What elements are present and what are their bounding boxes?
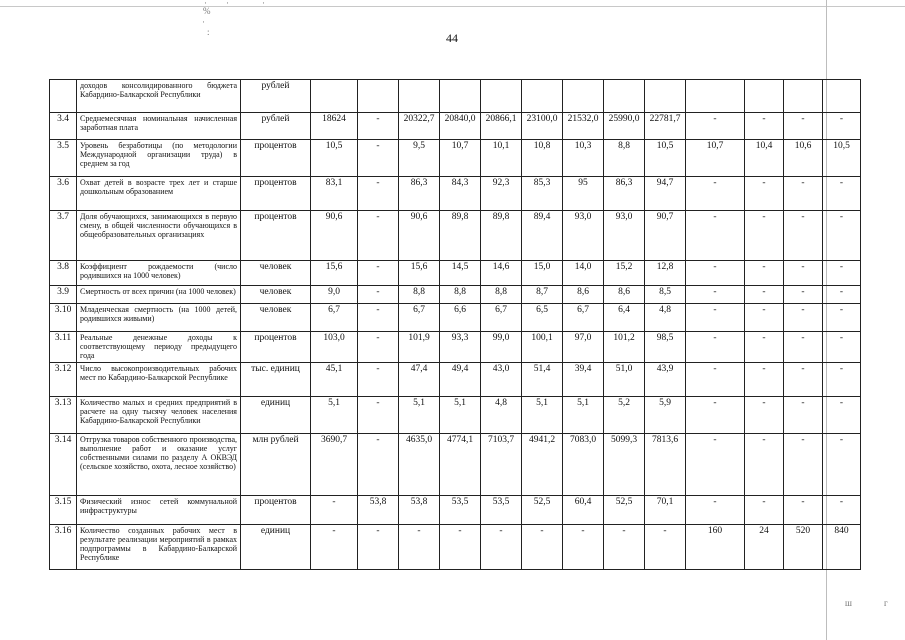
value-cell: 5,1 (522, 397, 563, 434)
table-row (50, 140, 861, 177)
value-cell: - (745, 211, 784, 261)
value-cell (563, 80, 604, 113)
unit-cell: тыс. единиц (241, 363, 311, 397)
value-cell: 103,0 (311, 332, 358, 363)
value-cell: - (784, 177, 823, 211)
value-cell (440, 80, 481, 113)
value-cell: 8,5 (645, 286, 686, 304)
value-cell: - (358, 304, 399, 332)
value-cell: - (686, 363, 745, 397)
value-cell: 52,5 (604, 496, 645, 525)
value-cell: 9,0 (311, 286, 358, 304)
value-cell: 6,6 (440, 304, 481, 332)
row-number: 3.7 (50, 211, 77, 261)
value-cell: - (784, 261, 823, 286)
value-cell: - (784, 211, 823, 261)
value-cell (745, 80, 784, 113)
row-number (50, 80, 77, 113)
value-cell: 101,2 (604, 332, 645, 363)
value-cell: - (823, 113, 861, 140)
value-cell: - (784, 496, 823, 525)
value-cell: - (745, 434, 784, 496)
value-cell: 10,5 (311, 140, 358, 177)
scan-artifact: · (202, 17, 205, 27)
value-cell: 25990,0 (604, 113, 645, 140)
value-cell: 100,1 (522, 332, 563, 363)
value-cell: - (823, 304, 861, 332)
value-cell: - (823, 397, 861, 434)
scan-top-rule (0, 6, 905, 7)
value-cell: - (745, 332, 784, 363)
value-cell: 8,8 (440, 286, 481, 304)
unit-cell: млн рублей (241, 434, 311, 496)
value-cell: - (784, 363, 823, 397)
indicator-description: Физический износ сетей коммунальной инфраструктуры (77, 496, 241, 525)
value-cell: - (784, 332, 823, 363)
value-cell: 10,1 (481, 140, 522, 177)
value-cell: 5,1 (563, 397, 604, 434)
value-cell: 10,3 (563, 140, 604, 177)
value-cell: 5,9 (645, 397, 686, 434)
value-cell: - (311, 525, 358, 570)
value-cell: - (358, 177, 399, 211)
value-cell: - (686, 397, 745, 434)
value-cell: 840 (823, 525, 861, 570)
value-cell: - (358, 261, 399, 286)
row-number: 3.9 (50, 286, 77, 304)
value-cell (823, 80, 861, 113)
indicator-description: Охват детей в возрасте трех лет и старше дошкольным образованием (77, 177, 241, 211)
value-cell: 24 (745, 525, 784, 570)
value-cell: - (784, 304, 823, 332)
value-cell: 89,8 (440, 211, 481, 261)
value-cell: 47,4 (399, 363, 440, 397)
indicator-description: доходов консолидированного бюджета Кабардино-Балкарской Республики (77, 80, 241, 113)
unit-cell: процентов (241, 332, 311, 363)
value-cell: 22781,7 (645, 113, 686, 140)
indicator-description: Отгрузка товаров собственного производства, выполнение работ и оказание услуг собственными силами по разделу А ОКВЭД (сельское хозяйство, охота, лесное хозяйство) (77, 434, 241, 496)
value-cell: 51,4 (522, 363, 563, 397)
value-cell: 10,4 (745, 140, 784, 177)
value-cell: 6,5 (522, 304, 563, 332)
value-cell: 15,6 (311, 261, 358, 286)
value-cell: - (686, 177, 745, 211)
scan-artifact: % (203, 6, 211, 16)
value-cell: 8,7 (522, 286, 563, 304)
value-cell: - (745, 286, 784, 304)
indicator-description: Младенческая смертность (на 1000 детей, родившихся живыми) (77, 304, 241, 332)
scan-artifact: ш (845, 598, 852, 608)
unit-cell: рублей (241, 113, 311, 140)
value-cell: 20840,0 (440, 113, 481, 140)
value-cell: 53,8 (399, 496, 440, 525)
value-cell: - (440, 525, 481, 570)
value-cell: 8,6 (604, 286, 645, 304)
value-cell: 12,8 (645, 261, 686, 286)
row-number: 3.13 (50, 397, 77, 434)
indicator-description: Коэффициент рождаемости (число родившихся на 1000 человек) (77, 261, 241, 286)
value-cell: - (311, 496, 358, 525)
value-cell (784, 80, 823, 113)
table-row (50, 525, 861, 570)
value-cell: 8,8 (604, 140, 645, 177)
value-cell: - (358, 525, 399, 570)
scan-artifact: · (204, 0, 207, 8)
value-cell: - (823, 496, 861, 525)
unit-cell: человек (241, 286, 311, 304)
value-cell: - (784, 434, 823, 496)
value-cell: - (686, 113, 745, 140)
value-cell: 8,8 (481, 286, 522, 304)
value-cell: 95 (563, 177, 604, 211)
table-row (50, 332, 861, 363)
value-cell: 4941,2 (522, 434, 563, 496)
value-cell: - (745, 363, 784, 397)
value-cell: - (784, 397, 823, 434)
table-row (50, 304, 861, 332)
value-cell: 93,3 (440, 332, 481, 363)
value-cell: 160 (686, 525, 745, 570)
row-number: 3.6 (50, 177, 77, 211)
row-number: 3.16 (50, 525, 77, 570)
value-cell: 10,7 (686, 140, 745, 177)
scan-artifact: · (262, 0, 265, 8)
value-cell: - (399, 525, 440, 570)
value-cell: - (604, 525, 645, 570)
value-cell: - (358, 140, 399, 177)
value-cell: 18624 (311, 113, 358, 140)
value-cell: - (358, 332, 399, 363)
value-cell: 6,7 (399, 304, 440, 332)
value-cell: - (358, 211, 399, 261)
value-cell: 70,1 (645, 496, 686, 525)
value-cell: 90,6 (311, 211, 358, 261)
page-number: 44 (446, 31, 458, 45)
indicator-description: Доля обучающихся, занимающихся в первую смену, в общей численности обучающихся в общеобразовательных организациях (77, 211, 241, 261)
value-cell: 8,8 (399, 286, 440, 304)
indicator-description: Среднемесячная номинальная начисленная заработная плата (77, 113, 241, 140)
value-cell: 15,6 (399, 261, 440, 286)
table-row (50, 496, 861, 525)
table-row (50, 434, 861, 496)
value-cell (481, 80, 522, 113)
value-cell: - (745, 113, 784, 140)
value-cell: - (686, 332, 745, 363)
value-cell: 84,3 (440, 177, 481, 211)
value-cell: 53,5 (440, 496, 481, 525)
value-cell: - (745, 496, 784, 525)
value-cell: 23100,0 (522, 113, 563, 140)
value-cell: - (522, 525, 563, 570)
table-row (50, 80, 861, 113)
value-cell: 14,5 (440, 261, 481, 286)
value-cell: 5099,3 (604, 434, 645, 496)
value-cell: 6,4 (604, 304, 645, 332)
indicator-description: Количество созданных рабочих мест в результате реализации мероприятий в рамках подпрограммы в Кабардино-Балкарской Республике (77, 525, 241, 570)
value-cell: - (481, 525, 522, 570)
value-cell: - (745, 261, 784, 286)
unit-cell: процентов (241, 496, 311, 525)
value-cell (686, 80, 745, 113)
value-cell: - (686, 304, 745, 332)
unit-cell: единиц (241, 397, 311, 434)
value-cell: - (823, 332, 861, 363)
value-cell (358, 80, 399, 113)
indicators-table (49, 79, 861, 570)
table-row (50, 261, 861, 286)
value-cell: 14,0 (563, 261, 604, 286)
scan-artifact: · (226, 0, 229, 8)
value-cell: 10,7 (440, 140, 481, 177)
unit-cell: процентов (241, 177, 311, 211)
value-cell: 52,5 (522, 496, 563, 525)
value-cell: - (686, 496, 745, 525)
value-cell: 86,3 (604, 177, 645, 211)
value-cell (522, 80, 563, 113)
value-cell: 6,7 (311, 304, 358, 332)
unit-cell: человек (241, 261, 311, 286)
indicator-description: Реальные денежные доходы к соответствующему периоду предыдущего года (77, 332, 241, 363)
value-cell: 93,0 (604, 211, 645, 261)
value-cell: 51,0 (604, 363, 645, 397)
value-cell: - (686, 261, 745, 286)
value-cell: 5,2 (604, 397, 645, 434)
value-cell: - (358, 286, 399, 304)
table-row (50, 113, 861, 140)
value-cell (399, 80, 440, 113)
value-cell: 4,8 (645, 304, 686, 332)
value-cell: 53,8 (358, 496, 399, 525)
value-cell: - (686, 286, 745, 304)
unit-cell: единиц (241, 525, 311, 570)
row-number: 3.14 (50, 434, 77, 496)
value-cell: 5,1 (399, 397, 440, 434)
value-cell: 60,4 (563, 496, 604, 525)
row-number: 3.5 (50, 140, 77, 177)
scan-artifact: г (884, 598, 888, 608)
value-cell: - (686, 211, 745, 261)
value-cell: 10,6 (784, 140, 823, 177)
value-cell: 90,7 (645, 211, 686, 261)
value-cell: 4,8 (481, 397, 522, 434)
row-number: 3.10 (50, 304, 77, 332)
row-number: 3.11 (50, 332, 77, 363)
value-cell: - (823, 434, 861, 496)
value-cell: - (745, 397, 784, 434)
unit-cell: человек (241, 304, 311, 332)
value-cell: 92,3 (481, 177, 522, 211)
value-cell: - (686, 434, 745, 496)
value-cell: 45,1 (311, 363, 358, 397)
value-cell: - (823, 363, 861, 397)
value-cell: 7813,6 (645, 434, 686, 496)
value-cell: 83,1 (311, 177, 358, 211)
value-cell: 97,0 (563, 332, 604, 363)
value-cell: 6,7 (563, 304, 604, 332)
value-cell: - (358, 113, 399, 140)
table-row (50, 177, 861, 211)
value-cell: 15,0 (522, 261, 563, 286)
table-row (50, 286, 861, 304)
row-number: 3.12 (50, 363, 77, 397)
value-cell: 43,0 (481, 363, 522, 397)
value-cell: - (358, 434, 399, 496)
value-cell: - (563, 525, 604, 570)
value-cell: 99,0 (481, 332, 522, 363)
value-cell: 53,5 (481, 496, 522, 525)
unit-cell: рублей (241, 80, 311, 113)
value-cell: 6,7 (481, 304, 522, 332)
value-cell: - (745, 177, 784, 211)
row-number: 3.8 (50, 261, 77, 286)
value-cell: - (823, 261, 861, 286)
value-cell: - (358, 397, 399, 434)
value-cell: 5,1 (311, 397, 358, 434)
value-cell: 21532,0 (563, 113, 604, 140)
value-cell: 15,2 (604, 261, 645, 286)
value-cell: - (784, 286, 823, 304)
value-cell: - (645, 525, 686, 570)
value-cell (604, 80, 645, 113)
value-cell (645, 80, 686, 113)
indicator-description: Число высокопроизводительных рабочих мест по Кабардино-Балкарской Республике (77, 363, 241, 397)
value-cell: 85,3 (522, 177, 563, 211)
value-cell: 93,0 (563, 211, 604, 261)
value-cell: - (358, 363, 399, 397)
value-cell: 9,5 (399, 140, 440, 177)
value-cell: 10,5 (823, 140, 861, 177)
value-cell: - (823, 177, 861, 211)
value-cell: 101,9 (399, 332, 440, 363)
value-cell: 90,6 (399, 211, 440, 261)
value-cell: 14,6 (481, 261, 522, 286)
value-cell: 89,8 (481, 211, 522, 261)
value-cell (311, 80, 358, 113)
value-cell: 39,4 (563, 363, 604, 397)
value-cell: 10,5 (645, 140, 686, 177)
indicator-description: Уровень безработицы (по методологии Международной организации труда) в среднем за год (77, 140, 241, 177)
value-cell: 7103,7 (481, 434, 522, 496)
indicator-description: Смертность от всех причин (на 1000 человек) (77, 286, 241, 304)
row-number: 3.15 (50, 496, 77, 525)
value-cell: - (823, 211, 861, 261)
table-row (50, 211, 861, 261)
value-cell: 86,3 (399, 177, 440, 211)
value-cell: 43,9 (645, 363, 686, 397)
value-cell: - (745, 304, 784, 332)
value-cell: 7083,0 (563, 434, 604, 496)
row-number: 3.4 (50, 113, 77, 140)
value-cell: 20322,7 (399, 113, 440, 140)
value-cell: 98,5 (645, 332, 686, 363)
indicator-description: Количество малых и средних предприятий в расчете на одну тысячу человек населения Кабардино-Балкарской Республики (77, 397, 241, 434)
value-cell: - (823, 286, 861, 304)
value-cell: 5,1 (440, 397, 481, 434)
value-cell: 4774,1 (440, 434, 481, 496)
value-cell: 520 (784, 525, 823, 570)
value-cell: 8,6 (563, 286, 604, 304)
value-cell: 94,7 (645, 177, 686, 211)
value-cell: 3690,7 (311, 434, 358, 496)
unit-cell: процентов (241, 140, 311, 177)
value-cell: - (784, 113, 823, 140)
value-cell: 20866,1 (481, 113, 522, 140)
scan-artifact: : (207, 27, 210, 37)
value-cell: 49,4 (440, 363, 481, 397)
value-cell: 10,8 (522, 140, 563, 177)
table-row (50, 363, 861, 397)
value-cell: 4635,0 (399, 434, 440, 496)
unit-cell: процентов (241, 211, 311, 261)
value-cell: 89,4 (522, 211, 563, 261)
table-row (50, 397, 861, 434)
